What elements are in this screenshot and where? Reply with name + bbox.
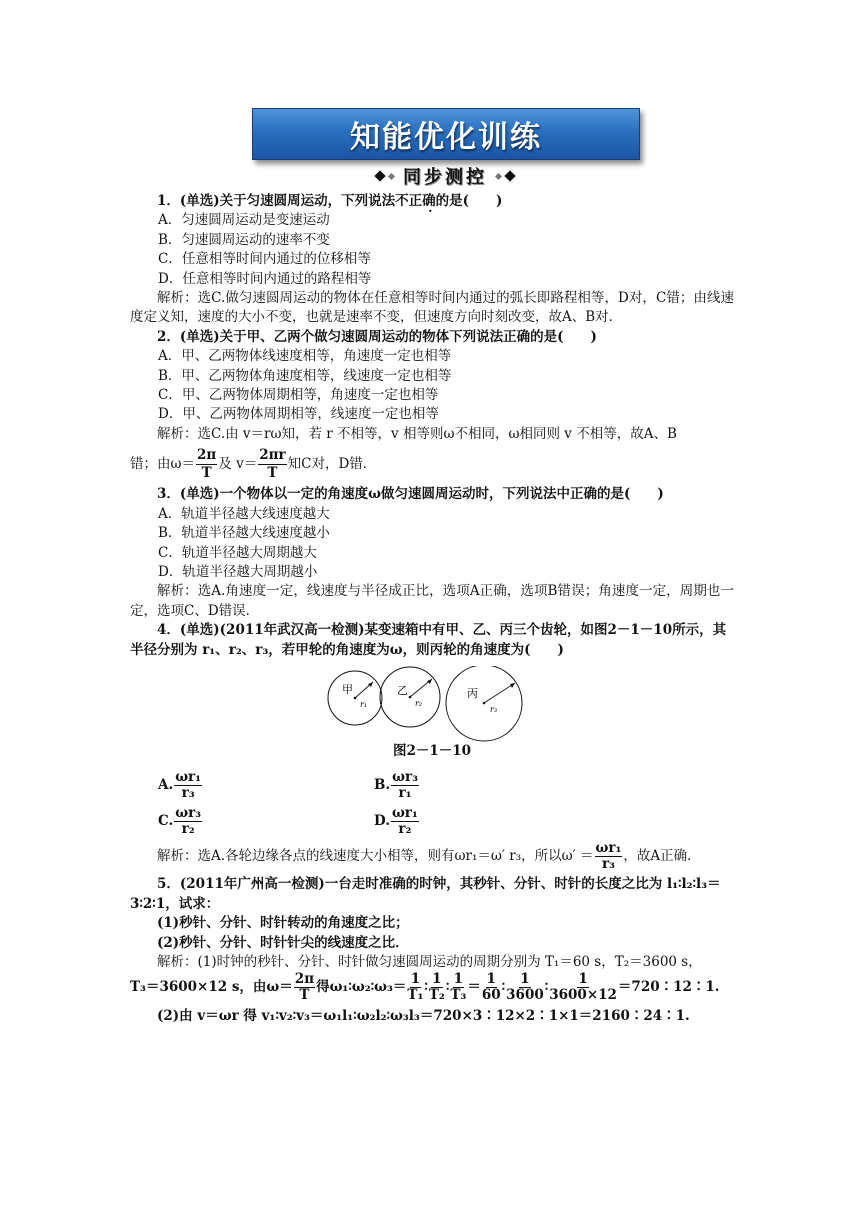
fraction: $\frac{\text{ωr₃}}{\text{r₂}}$	[175, 805, 202, 838]
question-5-analysis-3: (2)由 v＝ωr 得 v₁∶v₂∶v₃＝ω₁l₁∶ω₂l₂∶ω₃l₃＝720×3∶12×2∶1×1＝2160∶24∶1.	[157, 1008, 690, 1025]
question-2-analysis-line1: 解析：选C.由 v＝rω知，若 r 不相等，v 相等则ω不相同，ω相同则 v 不相等，故A、B	[157, 425, 677, 442]
diamond-icon	[504, 170, 515, 181]
gear-figure	[327, 666, 537, 742]
gear-jia	[328, 671, 382, 725]
gear-jia-name: 甲	[342, 682, 353, 696]
small-diamond-icon	[495, 172, 502, 179]
question-1-stem: 1．(单选)关于匀速圆周运动，下列说法不 ·正确的是( )	[130, 192, 734, 211]
gear-yi-radius-label: r₂	[415, 698, 423, 708]
question-1-analysis: 解析：选C.做匀速圆周运动的物体在任意相等时间内通过的弧长即路程相等，D对，C错；由线速度定义知，速度的大小不变，也就是速率不变，但速度方向时刻改变，故A、B对．	[130, 290, 734, 326]
fraction: $\frac{2\pi}{T}$	[197, 447, 217, 482]
question-4-option-a: A. $\frac{\text{ωr₁}}{\text{r₃}}$	[158, 769, 202, 802]
diamond-icon	[374, 170, 385, 181]
question-2-option-d: D．甲、乙两物体周期相等，线速度一定也相等	[158, 406, 439, 423]
fraction: $\frac{1}{\text{T₃}}$	[450, 971, 467, 1004]
question-3-option-b: B．轨道半径越大线速度越小	[158, 525, 330, 542]
question-3-option-a: A．轨道半径越大线速度越大	[158, 505, 330, 522]
question-4-stem: 4．(单选)(2011年武汉高一检测)某变速箱中有甲、乙、丙三个齿轮，如图2－1－10所示，其半径分别为 r₁、r₂、r₃，若甲轮的角速度为ω，则丙轮的角速度为( )	[130, 622, 727, 658]
question-1-option-d: D．任意相等时间内通过的路程相等	[158, 270, 372, 287]
question-2-analysis-line2: 错；由ω＝ $\frac{2\pi}{T}$ 及 v＝ $\frac{2\pi r}{T}$ 知C对，D错．	[130, 447, 377, 482]
question-3-stem: 3．(单选)一个物体以一定的角速度ω做匀速圆周运动时，下列说法中正确的是( )	[157, 486, 664, 503]
section-banner	[252, 108, 640, 160]
question-3-option-d: D．轨道半径越大周期越小	[158, 563, 318, 580]
question-5-analysis-1: 解析：(1)时钟的秒针、分针、时针做匀速圆周运动的周期分别为 T₁＝60 s，T₂＝3600 s，	[157, 953, 702, 970]
fraction: $\frac{\text{ωr₃}}{\text{r₁}}$	[392, 769, 419, 802]
question-4-options-row1	[130, 767, 734, 803]
question-1-option-b: B．匀速圆周运动的速率不变	[158, 231, 330, 248]
small-diamond-icon	[388, 172, 395, 179]
gear-yi	[380, 667, 440, 727]
gear-jia-radius-label: r₁	[360, 699, 368, 709]
question-1-option-c: C．任意相等时间内通过的位移相等	[158, 251, 371, 268]
question-4-option-d: D. $\frac{\text{ωr₁}}{\text{r₂}}$	[374, 805, 418, 838]
emphasis-mark: 不 ·	[395, 193, 409, 209]
question-2-stem: 2．(单选)关于甲、乙两个做匀速圆周运动的物体下列说法正确的是( )	[157, 328, 597, 345]
question-content	[130, 192, 734, 1027]
question-2-option-a: A．甲、乙两物体线速度相等，角速度一定也相等	[158, 348, 452, 365]
question-5-sub-1: (1)秒针、分针、时针转动的角速度之比；	[157, 915, 409, 932]
question-4-option-b: B. $\frac{\text{ωr₃}}{\text{r₁}}$	[374, 769, 419, 802]
fraction: $\frac{1}{60}$	[481, 971, 501, 1004]
question-2-option-b: B．甲、乙两物体角速度相等，线速度一定也相等	[158, 367, 452, 384]
fraction: $\frac{1}{\text{T₁}}$	[407, 971, 424, 1004]
fraction: $\frac{2\pi}{T}$	[294, 971, 315, 1004]
gear-bing-name: 丙	[467, 686, 478, 700]
fraction: $\frac{1}{\text{T₂}}$	[428, 971, 445, 1004]
gear-yi-name: 乙	[397, 683, 408, 697]
question-1-option-a: A．匀速圆周运动是变速运动	[158, 212, 330, 229]
question-5-stem: 5．(2011年广州高一检测)一台走时准确的时钟，其秒针、分针、时针的长度之比为 l₁∶l₂∶l₃＝3∶2∶1，试求：	[130, 876, 721, 912]
section-subheading	[350, 163, 540, 189]
question-4-analysis: 解析：选A.各轮边缘各点的线速度大小相等，则有ωr₁＝ω′ r₃，所以ω′ ＝ $\frac{\text{ωr₁}}{\text{r₃}}$ ，故A正确．	[157, 840, 701, 873]
gear-bing-radius-label: r₃	[490, 704, 498, 714]
question-4-option-c: C. $\frac{\text{ωr₃}}{\text{r₂}}$	[158, 805, 202, 838]
gear-bing	[446, 666, 522, 741]
banner-title: 知能优化训练	[350, 120, 542, 155]
question-5-analysis-2: T₃＝3600×12 s，由ω＝ $\frac{2\pi}{T}$ 得ω₁∶ω₂∶ω₃＝ $\frac{1}{\text{T₁}}$ ∶ $\frac{1}{\text{T₂}}$ ∶ $\frac{1}{\text{T₃}}$ ＝ $\frac{1}{60}$ ∶ $\frac{1}{3600}$ ∶ $\frac{1}{3600\times 12}$ ＝720∶12∶1.	[130, 971, 720, 1004]
fraction: $\frac{\text{ωr₁}}{\text{r₂}}$	[391, 805, 418, 838]
question-2-option-c: C．甲、乙两物体周期相等，角速度一定也相等	[158, 387, 439, 404]
fraction: $\frac{\text{ωr₁}}{\text{r₃}}$	[175, 769, 202, 802]
question-3-analysis: 解析：选A.角速度一定，线速度与半径成正比，选项A正确，选项B错误；角速度一定，周期也一定，选项C、D错误．	[130, 583, 734, 619]
fraction: $\frac{1}{3600\times 12}$	[549, 971, 617, 1004]
figure-caption: 图2－1－10	[392, 742, 472, 759]
fraction: $\frac{\text{ωr₁}}{\text{r₃}}$	[595, 840, 622, 873]
question-4-options-row2	[130, 803, 734, 839]
subheading-text: 同步测控	[403, 167, 487, 188]
fraction: $\frac{2\pi r}{T}$	[259, 447, 286, 482]
fraction: $\frac{1}{3600}$	[506, 971, 544, 1004]
question-3-option-c: C．轨道半径越大周期越大	[158, 544, 317, 561]
question-5-sub-2: (2)秒针、分针、时针针尖的线速度之比．	[157, 934, 409, 951]
